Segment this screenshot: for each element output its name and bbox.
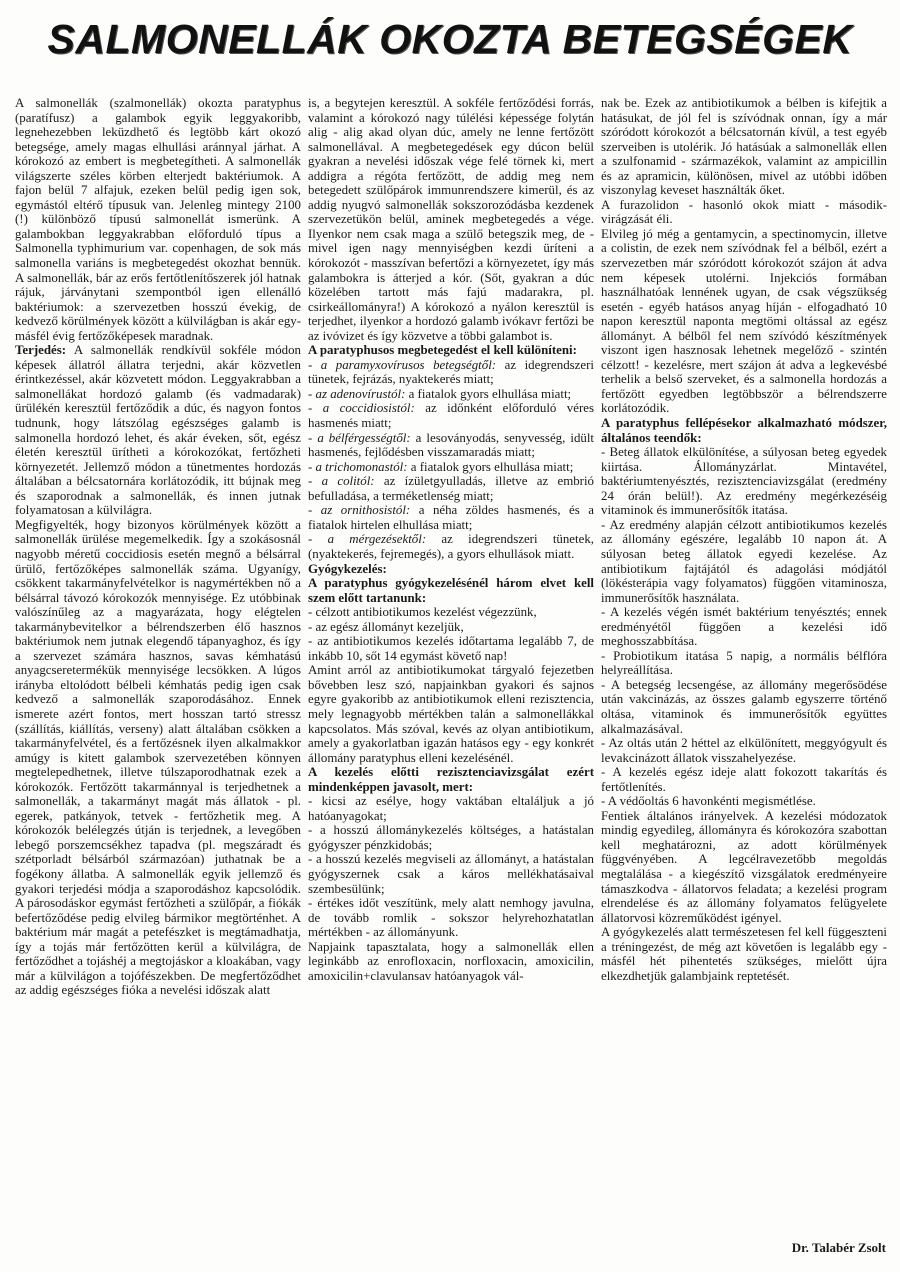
- list-item: [308, 387, 594, 402]
- paragraph: Amint arról az antibiotikumokat tárgyaló fejezetben bővebben lesz szó, napjainkban gyakori és sajnos egyre gyakoribb az antibiotikumok elleni rezisztencia, mely legnagyobb mértékben talán a salmonellákkal kapcsolatos. Más szóval, kevés az olyan antibiotikum, amely a gyakorlatban igazán hatásos egy - egy konkrét állomány paratyphus elleni kezelésénél.: [308, 663, 594, 765]
- list-item: - Az eredmény alapján célzott antibiotikumos kezelés az állomány egészére, legalább 10 napon át. A súlyosan beteg állatok egyedi kezelése. Az antibiotikum fajtájától és adagolási módjától (lökésterápia vagy folyamatos) függően vitaminosza, immunerősítők használata.: [601, 517, 887, 605]
- paragraph: Elvileg jó még a gentamycin, a spectinomycin, illetve a colistin, de ezek nem szívódnak fel a bélből, ezért a szervezetben már szóródott kórokozót szájon át adva nem képesek utolérni. Injekciós formában használhatóak lennének ugyan, de csak végszükség esetén - egyéb hatásos anyag híján - elfogadható 10 napon keresztül naponta megtömi oltással az egész állományt. A bélből fel nem szívódó készítmények viszont igen hasznosak lehetnek megelőző - szintén célzott! - kezelésre, mert szájon át adva a legkevésbé terhelik a belső szerveket, és a salmonella hordozás a fertőzött egyedben legtöbbször a bélrendszerre korlátozódik.: [601, 226, 887, 416]
- list-item: - Beteg állatok elkülönítése, a súlyosan beteg egyedek kiirtása. Állományzárlat. Mintavétel, baktériumtenyésztés, rezisztenciavizsgálat (eredmény 24 órán belül!). Az eredmény megérkezéséig vitaminok és immunerősítők itatása.: [601, 445, 887, 518]
- list-item: - A védőoltás 6 havonkénti megismétlése.: [601, 794, 816, 809]
- list-item-text: az idegrendszeri tünetek, (nyaktekerés, fejremegés), a gyors elhullások miatt.: [308, 532, 594, 561]
- list-item: [308, 358, 594, 387]
- paragraph: A gyógykezelés alatt természetesen fel kell függeszteni a tréningezést, de még azt követően is legalább egy - másfél hét pihentetés szükséges, mielőtt újra elkezdhetjük galambjaink reptetését.: [601, 925, 887, 983]
- section-heading: A kezelés előtti rezisztenciavizsgálat ezért mindenképpen javasolt, mert:: [308, 765, 594, 794]
- list-item: - A kezelés egész ideje alatt fokozott takarítás és fertőtlenítés.: [601, 765, 887, 794]
- list-item-text: a fiatalok gyors elhullása miatt;: [407, 459, 574, 474]
- principles-list: [308, 605, 594, 663]
- list-item-text: a néha zöldes hasmenés, és a fiatalok hirtelen elhullása miatt;: [308, 503, 594, 532]
- differential-list: [308, 358, 594, 562]
- list-item-term: - a paramyxovírusos betegségtől:: [308, 357, 497, 372]
- list-item: - Az oltás után 2 héttel az elkülönített, meggyógyult és levakcinázott állatok visszahelyezése.: [601, 736, 887, 765]
- list-item: [308, 401, 594, 430]
- list-item-text: az időnként előforduló véres hasmenés miatt;: [308, 401, 594, 431]
- paragraph: Megfigyelték, hogy bizonyos körülmények között a salmonellák ürülése megemelkedik. Így a szokásosnál nagyobb méretű coccidiosis esetén megnő a bélsárral ürülő, fertőzőképes salmonellák száma. Ugyanígy, csökkent takarmányfelvételkor is nagymértékben nő a bélsárral távozó kórokozók mennyisége. Ez utóbbinak valószínűleg az a magyarázata, hogy elégtelen takarmánybevitelkor a bélrendszerben élő hasznos baktériumok nem jutnak elegendő tápanyaghoz, és így a szervezet számára hasznos, savas kémhatású anyagcseretermékük mennyisége lecsökken. A lúgos irányba eltolódott bélbeli kémhatás pedig igen csak kedvező a salmonellák szaporodásához. Ennek ismerete azért fontos, mert hosszan tartó stressz (szállítás, kiállítás, verseny) alatt általában csökken a takarmányfelvétel, és a fertőzésnek ilyen alkalmakkor amúgy is kitett galambok szervezetében könnyen megtelepedhetnek, illetve túlszaporodhatnak ezek a kórokozók. Fertőzött takarmánnyal is terjedhetnek a salmonellák, a takarmányt magát más állatok - pl. egerek, patkányok, tetvek - fertőzhetik meg. A kórokozók belélegzés útján is terjednek, a levegőben lebegő porszemcsékhez tapadva (pl. megszáradt és szétporladt bélsárból származóan) juthatnak be a fogékony állatba. A salmonellák egyik jellemző és gyakori terjedési módja a szaporodáshoz kapcsolódik. A párosodáskor egymást fertőzheti a szülőpár, a fiókák befertőződése pedig elvileg bármikor megtörténhet. A baktérium már magát a petefészket is megtámadhatja, így a tojás már fertőzötten kerül a külvilágra, de fertőződhet a tojáshéj a megtojáskor a kloakában, vagy már a külvilágon a tojófészekben. De megfertőződhet az addig egészséges fióka a nevelési időszak alatt: [15, 517, 301, 998]
- list-item-text: a lesoványodás, senyvesség, idült hasmenés, fejlődésben visszamaradás miatt;: [308, 430, 594, 460]
- paragraph: Fentiek általános irányelvek. A kezelési módozatok mindig egyedileg, állományra és kórokozóra szabottan kell meghatározni, az adott körülmények függvényében. A legcélravezetőbb megoldás megtalálása - a kiegészítő vizsgálatok eredményeire támaszkodva - állatorvos feladata; a kezelési program elrendelése és az állomány folyamatos felügyelete állatorvosi közreműködést igényel.: [601, 808, 887, 925]
- list-item-term: - a bélférgességtől:: [308, 430, 411, 445]
- author-byline: Dr. Talabér Zsolt: [791, 1240, 886, 1255]
- list-item-term: - az adenovírustól:: [308, 386, 406, 401]
- list-item: - a hosszú kezelés megviseli az állományt, a hatástalan gyógyszernek csak a káros mellékhatásaival szembesülünk;: [308, 852, 594, 896]
- list-item-text: az idegrendszeri tünetek, fejrázás, nyaktekerés miatt;: [308, 357, 594, 387]
- column-1: [15, 96, 301, 1246]
- section-heading: A paratyphus fellépésekor alkalmazható módszer, általános teendők:: [601, 416, 887, 445]
- list-item-term: - az ornithosistól:: [308, 503, 411, 518]
- list-item-text: az ízületgyulladás, illetve az embrió befulladása, a terméketlenség miatt;: [308, 474, 594, 503]
- list-item: - értékes időt veszítünk, mely alatt nemhogy javulna, de tovább romlik - sokszor helyrehozhatatlan mértékben - az állományunk.: [308, 896, 594, 940]
- section-heading: Terjedés:: [15, 343, 67, 358]
- steps-list: [601, 445, 887, 809]
- reasons-list: [308, 794, 594, 939]
- list-item: [308, 460, 594, 475]
- list-item: [308, 532, 594, 561]
- list-item-term: - a trichomonastól:: [308, 459, 408, 474]
- list-item: [308, 431, 594, 460]
- list-item: - kicsi az esélye, hogy vaktában eltaláljuk a jó hatóanyagokat;: [308, 794, 594, 823]
- list-item: - Probiotikum itatása 5 napig, a normális bélflóra helyreállítása.: [601, 648, 887, 678]
- list-item: - A kezelés végén ismét baktérium tenyésztés; ennek eredményétől függően a kezelési idő meghosszabbítása.: [601, 605, 887, 649]
- paragraph: is, a begytejen keresztül. A sokféle fertőződési forrás, valamint a kórokozó nagy túlélési képessége folytán alig - alig akad olyan dúc, amely ne lenne fertőzött salmonellával. A megbetegedések egy dúcon belül gyakran a nevelési időszak vége felé törnek ki, mert addigra a régóta fertőzött, de addig meg nem betegedett szülőpárok immunrendszere kimerül, és az addig nyugvó salmonellák sokszorozódásba kezdenek szervezetükön belül, aminek megbetegedés a vége. Ilyenkor nem csak maga a szülő betegszik meg, de - mivel igen nagy mennyiségben kezdi üríteni a kórokozót - masszívan befertőzi a környezetet, így más galambokra is átterjed a kór. (Sőt, gyakran a dúc közelében tartott más fajú madarakra, pl. csirkeállományra!) A kórokozó a nyálon keresztül is terjedhet, ilyenkor a hordozó galamb ivókavr fertőzi be az ivóvizet és így közvetve a többi galambot is.: [308, 96, 594, 343]
- list-item-term: - a coccidiosistól:: [308, 401, 415, 416]
- list-item: - célzott antibiotikumos kezelést végezzünk,: [308, 605, 537, 620]
- section-heading: A paratyphus gyógykezelésénél három elvet kell szem előtt tartanunk:: [308, 576, 594, 605]
- article-body: [15, 96, 887, 1246]
- list-item-term: - a mérgezésektől:: [308, 532, 427, 547]
- paragraph: [15, 343, 301, 518]
- list-item: - az antibiotikumos kezelés időtartama legalább 7, de inkább 10, sőt 14 egymást követő nap!: [308, 634, 594, 663]
- paragraph: A salmonellák (szalmonellák) okozta paratyphus (paratífusz) a galambok egyik leggyakoribb, legnehezebben leküzdhető és legtöbb kárt okozó betegsége, amely magas elhullási aránnyal járhat. A kórokozó az embert is megbetegítheti. A salmonellák világszerte széles körben elterjedt baktériumok. A fajon belül 7 alfajuk, ezeken belül pedig igen sok, egymástól eltérő típusuk van. Jelenleg mintegy 2100 (!) különböző típusú salmonellát ismerünk. A galambokban leggyakrabban előforduló típus a Salmonella typhimurium var. copenhagen, de sok más salmonella variáns is megbetegedést okozhat bennük. A salmonellák, bár az erős fertőtlenítőszerek jól hatnak rájuk, járványtani szempontból igen ellenálló baktériumok: a szervezetben hosszú évekig, de kedvező körülmények között a külvilágban is akár egy-másfél évig fertőzőképesek maradnak.: [15, 96, 301, 343]
- list-item-text: a fiatalok gyors elhullása miatt;: [405, 386, 572, 401]
- section-heading: Gyógykezelés:: [308, 561, 387, 576]
- article-title: SALMONELLÁK OKOZTA BETEGSÉGEK: [47, 16, 853, 62]
- list-item: - az egész állományt kezeljük,: [308, 619, 464, 634]
- paragraph: nak be. Ezek az antibiotikumok a bélben is kifejtik a hatásukat, de jól fel is szívódnak onnan, így a már szóródott kórokozót a bélcsatornán kívül, a test egyéb szerveiben is utolérik. Jó hatásúak a salmonellák ellen a szulfonamid - származékok, valamint az ampicillin és az apramicin, különösen, mivel az utóbbi időben viszonylag keveset használták őket.: [601, 96, 887, 198]
- column-2: [308, 96, 594, 1246]
- section-heading: A paratyphusos megbetegedést el kell különíteni:: [308, 343, 577, 358]
- list-item: [308, 474, 594, 503]
- paragraph: A furazolidon - hasonló okok miatt - másodikvirágzását éli.: [601, 197, 887, 227]
- column-3: [601, 96, 887, 1246]
- list-item: - A betegség lecsengése, az állomány megerősödése után vakcinázás, az összes galamb egyszerre történő oltása, vitaminok és immunerősítők együttes alkalmazásával.: [601, 677, 887, 736]
- paragraph-text: A salmonellák rendkívül sokféle módon képesek állatról állatra terjedni, akár közvetlen érintkezéssel, akár közvetett módon. Leggyakrabban a salmonellákat hordozó galamb (és vadmadarak) ürülékén keresztül fertőződik a dúc, és nagyon fontos tudnunk, hogy látszólag egészséges galamb is salmonella hordozó lehet, és akár éveken, sőt, egész életén keresztül ürítheti a kórokozókat, fertőzheti környezetét. Jellemző módon a tünetmentes hordozás általában a bélcsatornára korlátozódik, itt bújnak meg és szaporodnak a salmonellák, és innen jutnak folyamatosan a külvilágra.: [15, 343, 301, 518]
- list-item: [308, 503, 594, 532]
- list-item: - a hosszú állománykezelés költséges, a hatástalan gyógyszer pénzkidobás;: [308, 823, 594, 852]
- list-item-term: - a colitól:: [308, 474, 375, 489]
- paragraph: Napjaink tapasztalata, hogy a salmonellák ellen leginkább az enrofloxacin, norfloxacin, amoxicilin, amoxicilin+clavulansav hatóanyagok vál-: [308, 939, 594, 983]
